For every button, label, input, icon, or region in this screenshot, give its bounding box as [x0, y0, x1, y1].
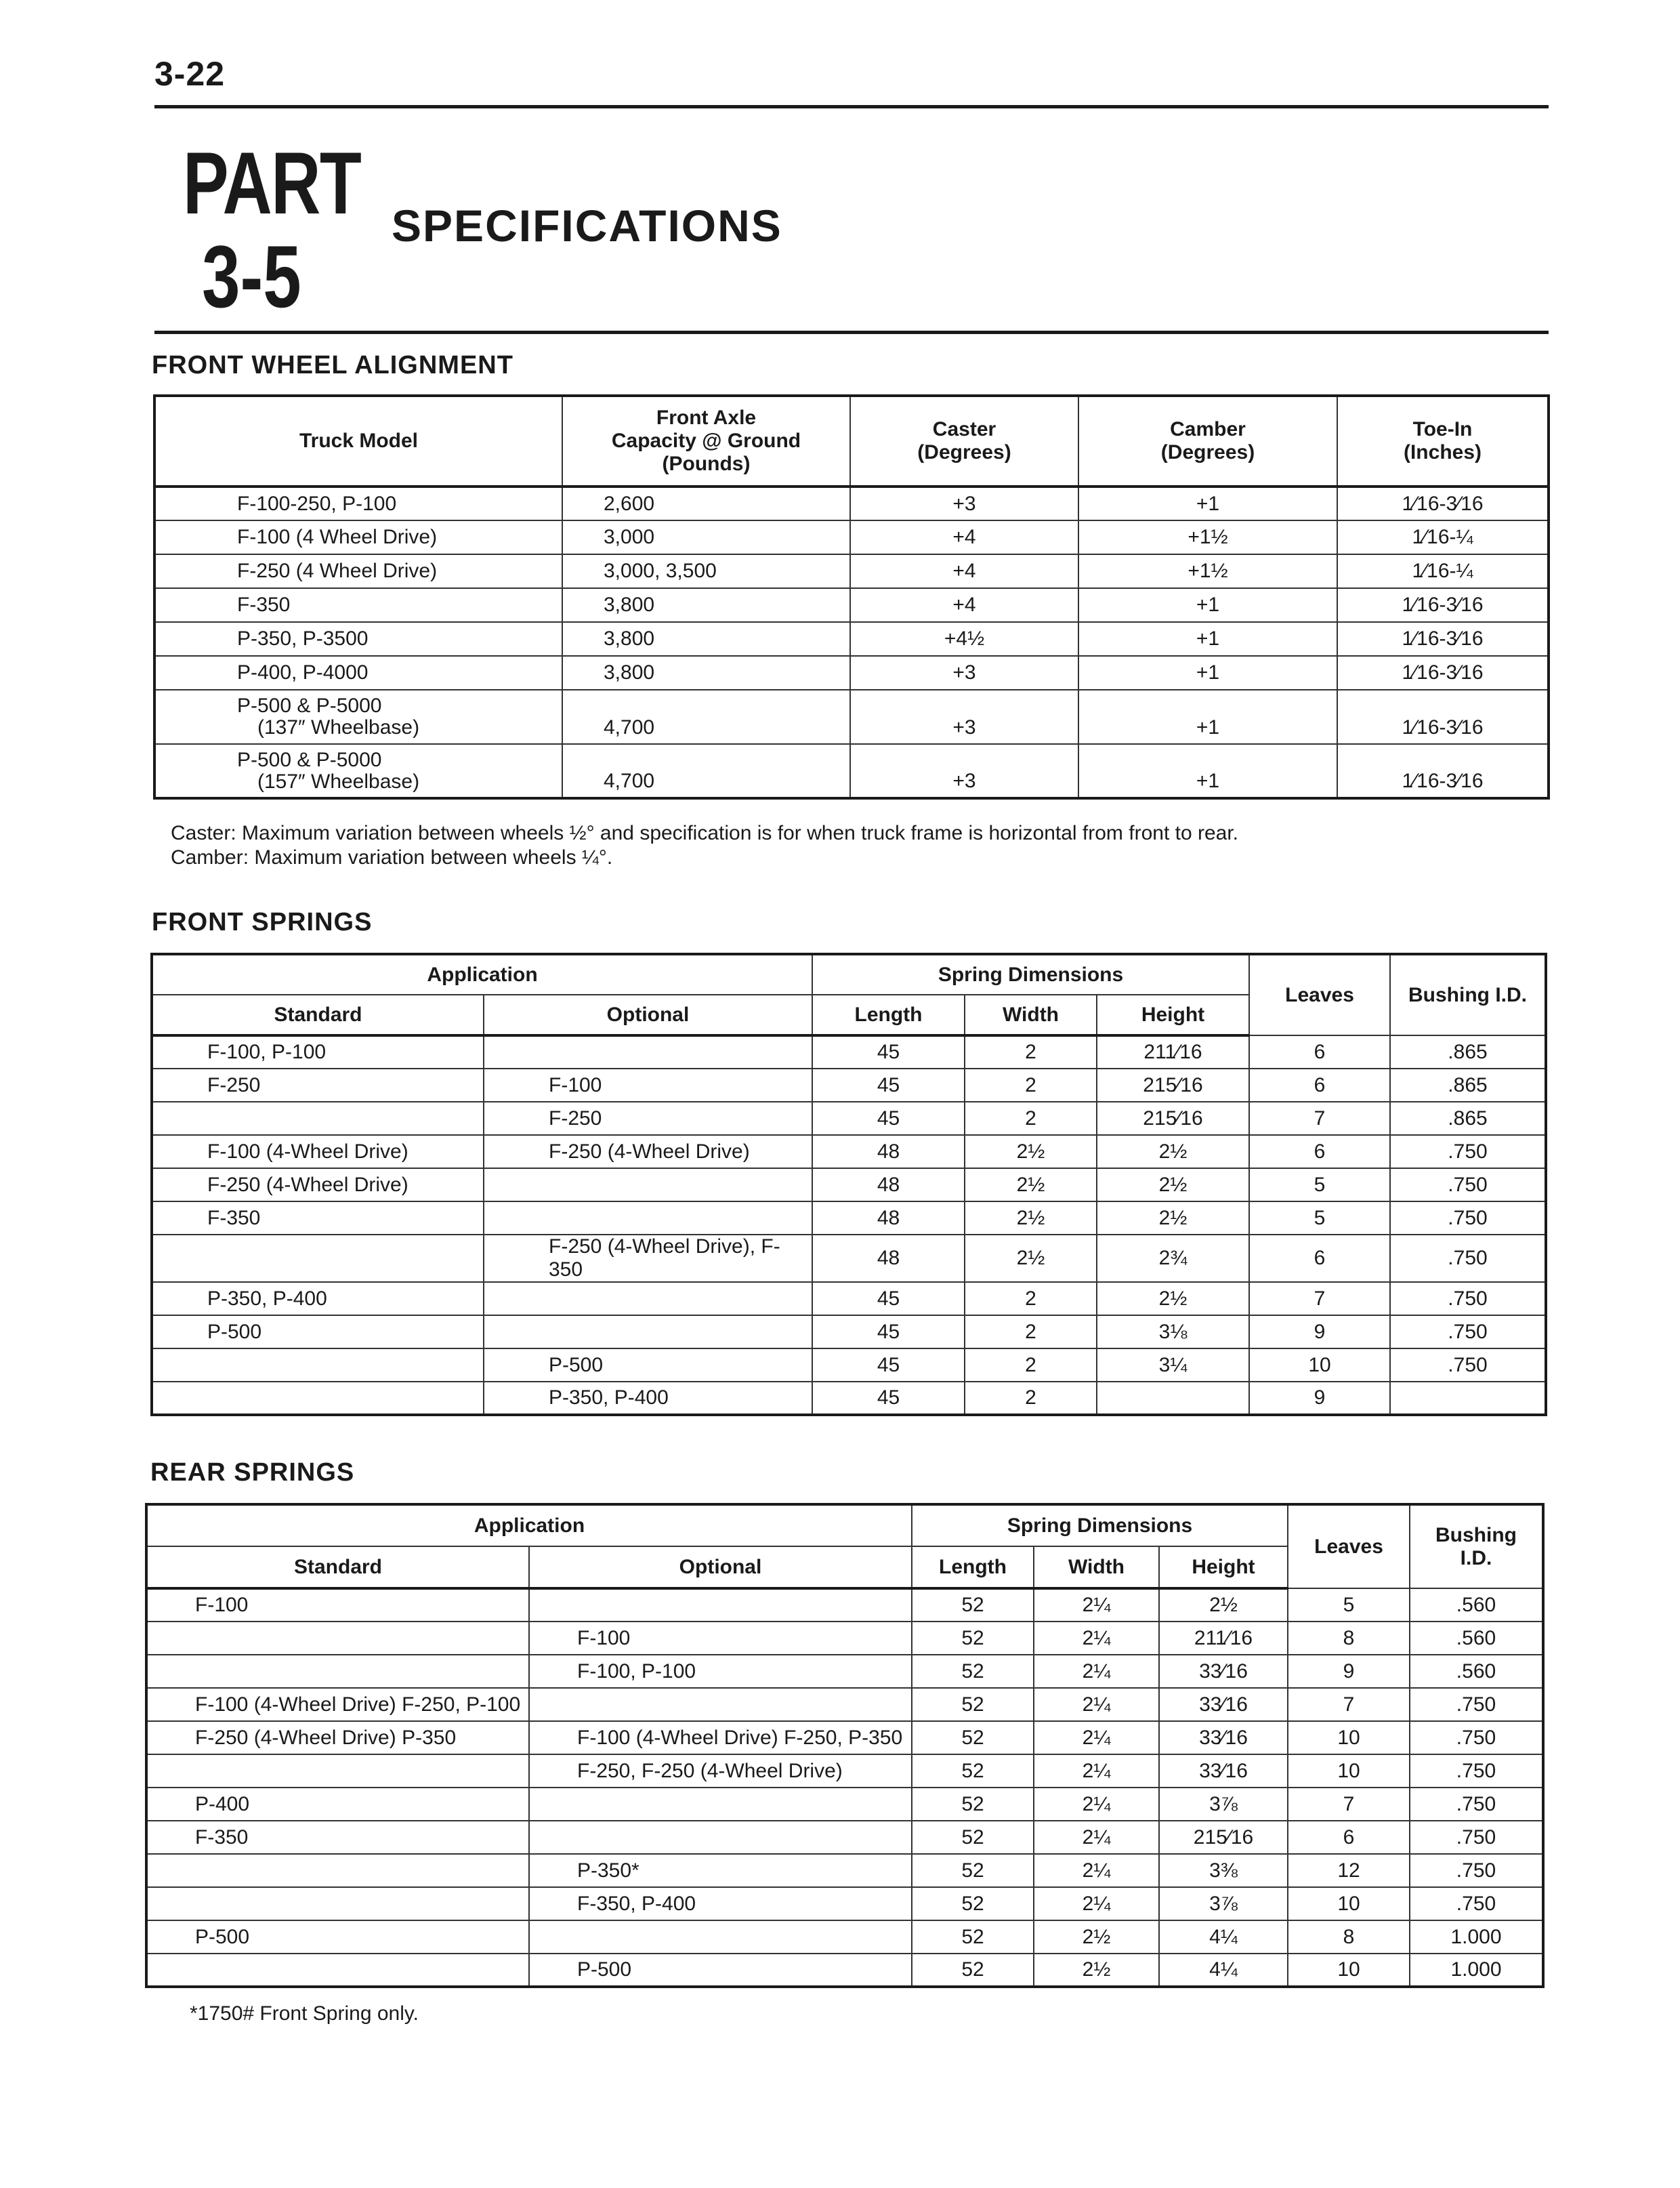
rs-leaves-cell: 9 — [1288, 1655, 1410, 1688]
rs-length-cell: 52 — [912, 1622, 1034, 1655]
rs-bushing-line-1: Bushing — [1435, 1523, 1517, 1546]
col-caster — [850, 396, 1078, 487]
rs-bushing-cell: .750 — [1410, 1821, 1543, 1854]
front-spring-row — [152, 1135, 1546, 1168]
toe-line-2: (Inches) — [1403, 441, 1482, 463]
rs-bushing-cell: .750 — [1410, 1887, 1543, 1920]
alignment-notes — [171, 821, 1238, 870]
rs-bushing-cell: .750 — [1410, 1788, 1543, 1821]
toe-in-cell: 1⁄16-3⁄16 — [1337, 622, 1549, 656]
front-springs-heading: FRONT SPRINGS — [152, 908, 373, 936]
rs-dimensions-header: Spring Dimensions — [912, 1504, 1288, 1546]
rs-length-cell: 52 — [912, 1821, 1034, 1854]
front-spring-row — [152, 1282, 1546, 1315]
page-number: 3-22 — [154, 55, 226, 93]
axle-capacity-cell: 3,800 — [562, 588, 850, 622]
fs-standard-cell: P-500 — [152, 1315, 484, 1348]
rs-width-cell: 2½ — [1034, 1954, 1159, 1987]
rs-width-cell: 2¼ — [1034, 1887, 1159, 1920]
fs-height-cell: 3¼ — [1097, 1348, 1249, 1382]
fs-bushing-cell: .865 — [1390, 1069, 1546, 1102]
rs-height-cell: 33⁄16 — [1159, 1655, 1288, 1688]
rs-width-cell: 2¼ — [1034, 1754, 1159, 1788]
rs-height-cell: 211⁄16 — [1159, 1622, 1288, 1655]
rs-leaves-cell: 10 — [1288, 1721, 1410, 1754]
part-number: 3-5 — [202, 227, 301, 326]
rs-length-header: Length — [912, 1546, 1034, 1588]
caster-cell: +4 — [850, 588, 1078, 622]
alignment-row — [154, 520, 1549, 554]
rs-leaves-cell: 8 — [1288, 1920, 1410, 1954]
rear-spring-row — [146, 1854, 1543, 1887]
col-truck-model: Truck Model — [154, 396, 562, 487]
rs-width-cell: 2¼ — [1034, 1688, 1159, 1721]
part-title: SPECIFICATIONS — [392, 201, 782, 251]
rs-bushing-cell: 1.000 — [1410, 1954, 1543, 1987]
rs-standard-cell: F-350 — [146, 1821, 529, 1854]
truck-model: P-350, P-3500 — [237, 627, 369, 650]
rs-leaves-cell: 10 — [1288, 1887, 1410, 1920]
rear-spring-row — [146, 1688, 1543, 1721]
rs-bushing-cell: .750 — [1410, 1721, 1543, 1754]
toe-in-cell: 1⁄16-3⁄16 — [1337, 487, 1549, 520]
fs-bushing-cell — [1390, 1382, 1546, 1415]
fs-length-cell: 48 — [812, 1235, 965, 1282]
rear-spring-row — [146, 1954, 1543, 1987]
alignment-heading: FRONT WHEEL ALIGNMENT — [152, 351, 513, 379]
rs-optional-cell — [529, 1688, 912, 1721]
toe-line-1: Toe-In — [1412, 418, 1473, 440]
fs-height-cell: 215⁄16 — [1097, 1102, 1249, 1135]
rs-length-cell: 52 — [912, 1588, 1034, 1622]
fs-application-header: Application — [152, 954, 812, 995]
caster-note: Caster: Maximum variation between wheels ½° and specification is for when truck frame is horizontal from front to rear. — [171, 822, 1238, 844]
fs-optional-cell: F-250 (4-Wheel Drive) — [484, 1135, 812, 1168]
fs-optional-cell: P-500 — [484, 1348, 812, 1382]
rear-springs-table — [145, 1503, 1545, 1988]
truck-model: P-500 & P-5000 — [237, 695, 382, 717]
rear-spring-row — [146, 1754, 1543, 1788]
rs-bushing-cell: .750 — [1410, 1754, 1543, 1788]
fs-standard-cell — [152, 1102, 484, 1135]
camber-note: Camber: Maximum variation between wheels ¼°. — [171, 846, 613, 869]
fs-width-cell: 2 — [965, 1348, 1097, 1382]
col-axle-capacity — [562, 396, 850, 487]
fs-leaves-cell: 6 — [1249, 1135, 1390, 1168]
fs-leaves-cell: 6 — [1249, 1069, 1390, 1102]
fs-dimensions-header: Spring Dimensions — [812, 954, 1249, 995]
truck-model-cell — [154, 588, 562, 622]
rs-height-cell: 3⅞ — [1159, 1887, 1288, 1920]
fs-standard-cell — [152, 1348, 484, 1382]
rs-width-cell: 2½ — [1034, 1920, 1159, 1954]
toe-in-cell: 1⁄16-3⁄16 — [1337, 744, 1549, 798]
truck-model-cell — [154, 554, 562, 588]
rs-width-cell: 2¼ — [1034, 1788, 1159, 1821]
rs-optional-cell: F-100, P-100 — [529, 1655, 912, 1688]
rs-standard-cell — [146, 1854, 529, 1887]
fs-optional-cell — [484, 1168, 812, 1201]
fs-leaves-cell: 7 — [1249, 1282, 1390, 1315]
alignment-table — [153, 394, 1550, 800]
truck-model: F-250 (4 Wheel Drive) — [237, 560, 438, 582]
fs-optional-cell — [484, 1035, 812, 1069]
truck-model-cell — [154, 744, 562, 798]
fs-length-header: Length — [812, 995, 965, 1035]
rs-length-cell: 52 — [912, 1887, 1034, 1920]
truck-model: P-500 & P-5000 — [237, 748, 382, 771]
fs-length-cell: 45 — [812, 1382, 965, 1415]
caster-cell: +4½ — [850, 622, 1078, 656]
fs-height-header: Height — [1097, 995, 1249, 1035]
front-springs-table — [150, 953, 1547, 1416]
alignment-row — [154, 690, 1549, 744]
caster-cell: +4 — [850, 520, 1078, 554]
truck-model-cell — [154, 622, 562, 656]
axle-capacity-cell: 3,000, 3,500 — [562, 554, 850, 588]
toe-in-cell: 1⁄16-¼ — [1337, 554, 1549, 588]
rs-bushing-line-2: I.D. — [1460, 1546, 1492, 1569]
fs-standard-cell: F-250 (4-Wheel Drive) — [152, 1168, 484, 1201]
rs-height-cell: 33⁄16 — [1159, 1688, 1288, 1721]
fs-bushing-cell: .865 — [1390, 1035, 1546, 1069]
rs-bushing-header — [1410, 1504, 1543, 1588]
fs-standard-cell: P-350, P-400 — [152, 1282, 484, 1315]
fs-standard-cell: F-100 (4-Wheel Drive) — [152, 1135, 484, 1168]
rs-width-cell: 2¼ — [1034, 1588, 1159, 1622]
fs-optional-cell — [484, 1201, 812, 1235]
fs-bushing-cell: .750 — [1390, 1168, 1546, 1201]
fs-leaves-cell: 9 — [1249, 1382, 1390, 1415]
fs-optional-cell — [484, 1282, 812, 1315]
rs-optional-cell: F-250, F-250 (4-Wheel Drive) — [529, 1754, 912, 1788]
fs-optional-cell: P-350, P-400 — [484, 1382, 812, 1415]
alignment-row — [154, 554, 1549, 588]
rs-standard-cell — [146, 1655, 529, 1688]
caster-cell: +3 — [850, 744, 1078, 798]
fs-length-cell: 48 — [812, 1201, 965, 1235]
rs-optional-cell — [529, 1920, 912, 1954]
rs-height-cell: 2½ — [1159, 1588, 1288, 1622]
front-spring-row — [152, 1235, 1546, 1282]
rs-standard-cell — [146, 1954, 529, 1987]
rs-optional-cell — [529, 1788, 912, 1821]
fs-standard-cell: F-350 — [152, 1201, 484, 1235]
rs-optional-cell: P-500 — [529, 1954, 912, 1987]
camber-cell: +1½ — [1078, 520, 1337, 554]
fs-standard-header: Standard — [152, 995, 484, 1035]
rs-leaves-cell: 6 — [1288, 1821, 1410, 1854]
part-label — [183, 133, 361, 326]
truck-model: F-350 — [237, 594, 291, 616]
fs-optional-cell — [484, 1315, 812, 1348]
rs-width-cell: 2¼ — [1034, 1622, 1159, 1655]
toe-in-cell: 1⁄16-3⁄16 — [1337, 690, 1549, 744]
fs-leaves-cell: 6 — [1249, 1035, 1390, 1069]
front-spring-row — [152, 1102, 1546, 1135]
axle-capacity-cell: 4,700 — [562, 744, 850, 798]
rear-spring-row — [146, 1788, 1543, 1821]
col-toe-in — [1337, 396, 1549, 487]
col-camber — [1078, 396, 1337, 487]
rs-bushing-cell: .750 — [1410, 1688, 1543, 1721]
fs-length-cell: 45 — [812, 1282, 965, 1315]
fs-leaves-cell: 9 — [1249, 1315, 1390, 1348]
rear-spring-row — [146, 1622, 1543, 1655]
fs-standard-cell: F-250 — [152, 1069, 484, 1102]
camber-cell: +1½ — [1078, 554, 1337, 588]
rs-width-cell: 2¼ — [1034, 1854, 1159, 1887]
fs-length-cell: 45 — [812, 1315, 965, 1348]
toe-in-cell: 1⁄16-¼ — [1337, 520, 1549, 554]
fs-leaves-cell: 7 — [1249, 1102, 1390, 1135]
alignment-row — [154, 656, 1549, 690]
fs-leaves-cell: 6 — [1249, 1235, 1390, 1282]
fs-width-cell: 2 — [965, 1282, 1097, 1315]
truck-model: F-100-250, P-100 — [237, 492, 397, 515]
rs-length-cell: 52 — [912, 1954, 1034, 1987]
rs-length-cell: 52 — [912, 1655, 1034, 1688]
truck-model-wheelbase: (137″ Wheelbase) — [257, 716, 420, 739]
rs-standard-cell — [146, 1622, 529, 1655]
part-word: PART — [183, 133, 361, 232]
rs-optional-header: Optional — [529, 1546, 912, 1588]
rs-width-header: Width — [1034, 1546, 1159, 1588]
rs-bushing-cell: .560 — [1410, 1655, 1543, 1688]
fs-length-cell: 48 — [812, 1168, 965, 1201]
fs-optional-cell: F-100 — [484, 1069, 812, 1102]
fs-leaves-header: Leaves — [1249, 954, 1390, 1035]
fs-leaves-cell: 10 — [1249, 1348, 1390, 1382]
fs-height-cell: 215⁄16 — [1097, 1069, 1249, 1102]
fs-width-cell: 2 — [965, 1315, 1097, 1348]
axle-capacity-cell: 3,800 — [562, 622, 850, 656]
axle-capacity-cell: 2,600 — [562, 487, 850, 520]
toe-in-cell: 1⁄16-3⁄16 — [1337, 588, 1549, 622]
fs-width-cell: 2½ — [965, 1201, 1097, 1235]
fs-bushing-cell: .750 — [1390, 1315, 1546, 1348]
fs-height-cell — [1097, 1382, 1249, 1415]
alignment-row — [154, 588, 1549, 622]
rear-spring-row — [146, 1721, 1543, 1754]
fs-length-cell: 45 — [812, 1102, 965, 1135]
fs-standard-cell — [152, 1235, 484, 1282]
rear-springs-heading: REAR SPRINGS — [150, 1458, 355, 1487]
fs-bushing-cell: .865 — [1390, 1102, 1546, 1135]
truck-model-cell — [154, 656, 562, 690]
rs-optional-cell — [529, 1821, 912, 1854]
rs-width-cell: 2¼ — [1034, 1655, 1159, 1688]
rear-spring-row — [146, 1655, 1543, 1688]
alignment-row — [154, 487, 1549, 520]
rs-standard-cell — [146, 1754, 529, 1788]
rear-spring-row — [146, 1588, 1543, 1622]
rs-bushing-cell: .750 — [1410, 1854, 1543, 1887]
rs-standard-cell: P-400 — [146, 1788, 529, 1821]
camber-cell: +1 — [1078, 690, 1337, 744]
rs-length-cell: 52 — [912, 1788, 1034, 1821]
truck-model-wheelbase: (157″ Wheelbase) — [257, 770, 420, 793]
axle-line-3: (Pounds) — [662, 453, 751, 475]
axle-capacity-cell: 3,800 — [562, 656, 850, 690]
fs-bushing-cell: .750 — [1390, 1135, 1546, 1168]
axle-line-2: Capacity @ Ground — [611, 430, 801, 452]
rs-standard-cell: F-250 (4-Wheel Drive) P-350 — [146, 1721, 529, 1754]
rs-optional-cell — [529, 1588, 912, 1622]
front-spring-row — [152, 1348, 1546, 1382]
rs-leaves-cell: 10 — [1288, 1954, 1410, 1987]
fs-height-cell: 2½ — [1097, 1201, 1249, 1235]
fs-width-cell: 2 — [965, 1382, 1097, 1415]
rear-springs-footnote: *1750# Front Spring only. — [190, 2002, 419, 2025]
header-rule — [154, 105, 1549, 108]
front-spring-row — [152, 1382, 1546, 1415]
rs-length-cell: 52 — [912, 1754, 1034, 1788]
rs-height-cell: 3⅞ — [1159, 1788, 1288, 1821]
fs-bushing-cell: .750 — [1390, 1282, 1546, 1315]
fs-length-cell: 48 — [812, 1135, 965, 1168]
fs-height-cell: 3⅛ — [1097, 1315, 1249, 1348]
rs-height-cell: 33⁄16 — [1159, 1754, 1288, 1788]
caster-cell: +3 — [850, 487, 1078, 520]
truck-model-cell — [154, 690, 562, 744]
front-spring-row — [152, 1315, 1546, 1348]
rear-spring-row — [146, 1887, 1543, 1920]
fs-leaves-cell: 5 — [1249, 1168, 1390, 1201]
fs-height-cell: 2½ — [1097, 1282, 1249, 1315]
front-spring-row — [152, 1168, 1546, 1201]
toe-in-cell: 1⁄16-3⁄16 — [1337, 656, 1549, 690]
fs-bushing-cell: .750 — [1390, 1201, 1546, 1235]
alignment-row — [154, 744, 1549, 798]
rs-length-cell: 52 — [912, 1688, 1034, 1721]
rs-height-cell: 4¼ — [1159, 1954, 1288, 1987]
rs-length-cell: 52 — [912, 1920, 1034, 1954]
camber-line-1: Camber — [1170, 418, 1246, 440]
rs-height-cell: 4¼ — [1159, 1920, 1288, 1954]
rs-height-header: Height — [1159, 1546, 1288, 1588]
rs-leaves-cell: 8 — [1288, 1622, 1410, 1655]
rs-width-cell: 2¼ — [1034, 1821, 1159, 1854]
fs-leaves-cell: 5 — [1249, 1201, 1390, 1235]
fs-length-cell: 45 — [812, 1069, 965, 1102]
rs-standard-cell: F-100 (4-Wheel Drive) F-250, P-100 — [146, 1688, 529, 1721]
fs-optional-cell: F-250 — [484, 1102, 812, 1135]
fs-width-cell: 2½ — [965, 1168, 1097, 1201]
rs-standard-cell — [146, 1887, 529, 1920]
rs-height-cell: 215⁄16 — [1159, 1821, 1288, 1854]
fs-height-cell: 2½ — [1097, 1168, 1249, 1201]
fs-optional-header: Optional — [484, 995, 812, 1035]
rs-standard-cell: F-100 — [146, 1588, 529, 1622]
section-rule — [154, 331, 1549, 334]
rs-application-header: Application — [146, 1504, 912, 1546]
rs-leaves-cell: 12 — [1288, 1854, 1410, 1887]
rs-leaves-cell: 7 — [1288, 1788, 1410, 1821]
camber-cell: +1 — [1078, 588, 1337, 622]
fs-width-cell: 2½ — [965, 1135, 1097, 1168]
rs-width-cell: 2¼ — [1034, 1721, 1159, 1754]
fs-bushing-cell: .750 — [1390, 1348, 1546, 1382]
fs-bushing-header: Bushing I.D. — [1390, 954, 1546, 1035]
fs-height-cell: 211⁄16 — [1097, 1035, 1249, 1069]
rs-leaves-cell: 5 — [1288, 1588, 1410, 1622]
fs-bushing-cell: .750 — [1390, 1235, 1546, 1282]
rs-leaves-cell: 10 — [1288, 1754, 1410, 1788]
fs-width-cell: 2 — [965, 1035, 1097, 1069]
caster-line-1: Caster — [932, 418, 996, 440]
camber-cell: +1 — [1078, 487, 1337, 520]
axle-capacity-cell: 4,700 — [562, 690, 850, 744]
camber-line-2: (Degrees) — [1160, 441, 1255, 463]
camber-cell: +1 — [1078, 744, 1337, 798]
camber-cell: +1 — [1078, 656, 1337, 690]
fs-standard-cell: F-100, P-100 — [152, 1035, 484, 1069]
rs-bushing-cell: .560 — [1410, 1588, 1543, 1622]
caster-cell: +3 — [850, 690, 1078, 744]
rear-spring-row — [146, 1920, 1543, 1954]
front-spring-row — [152, 1069, 1546, 1102]
rs-standard-header: Standard — [146, 1546, 529, 1588]
axle-line-1: Front Axle — [656, 407, 757, 429]
rear-spring-row — [146, 1821, 1543, 1854]
rs-leaves-cell: 7 — [1288, 1688, 1410, 1721]
rs-optional-cell: F-100 (4-Wheel Drive) F-250, P-350 — [529, 1721, 912, 1754]
rs-length-cell: 52 — [912, 1721, 1034, 1754]
caster-line-2: (Degrees) — [917, 441, 1011, 463]
front-spring-row — [152, 1201, 1546, 1235]
fs-width-cell: 2 — [965, 1102, 1097, 1135]
rs-height-cell: 3⅜ — [1159, 1854, 1288, 1887]
rs-bushing-cell: .560 — [1410, 1622, 1543, 1655]
rs-standard-cell: P-500 — [146, 1920, 529, 1954]
camber-cell: +1 — [1078, 622, 1337, 656]
fs-optional-cell: F-250 (4-Wheel Drive), F-350 — [484, 1235, 812, 1282]
truck-model: F-100 (4 Wheel Drive) — [237, 526, 438, 548]
rs-optional-cell: P-350* — [529, 1854, 912, 1887]
fs-width-header: Width — [965, 995, 1097, 1035]
fs-standard-cell — [152, 1382, 484, 1415]
truck-model-cell — [154, 487, 562, 520]
fs-length-cell: 45 — [812, 1035, 965, 1069]
truck-model: P-400, P-4000 — [237, 661, 369, 684]
caster-cell: +3 — [850, 656, 1078, 690]
front-spring-row — [152, 1035, 1546, 1069]
rs-optional-cell: F-350, P-400 — [529, 1887, 912, 1920]
fs-width-cell: 2½ — [965, 1235, 1097, 1282]
truck-model-cell — [154, 520, 562, 554]
fs-width-cell: 2 — [965, 1069, 1097, 1102]
fs-height-cell: 2½ — [1097, 1135, 1249, 1168]
caster-cell: +4 — [850, 554, 1078, 588]
rs-height-cell: 33⁄16 — [1159, 1721, 1288, 1754]
rs-length-cell: 52 — [912, 1854, 1034, 1887]
alignment-row — [154, 622, 1549, 656]
fs-length-cell: 45 — [812, 1348, 965, 1382]
rs-optional-cell: F-100 — [529, 1622, 912, 1655]
fs-height-cell: 2¾ — [1097, 1235, 1249, 1282]
rs-leaves-header: Leaves — [1288, 1504, 1410, 1588]
axle-capacity-cell: 3,000 — [562, 520, 850, 554]
rs-bushing-cell: 1.000 — [1410, 1920, 1543, 1954]
